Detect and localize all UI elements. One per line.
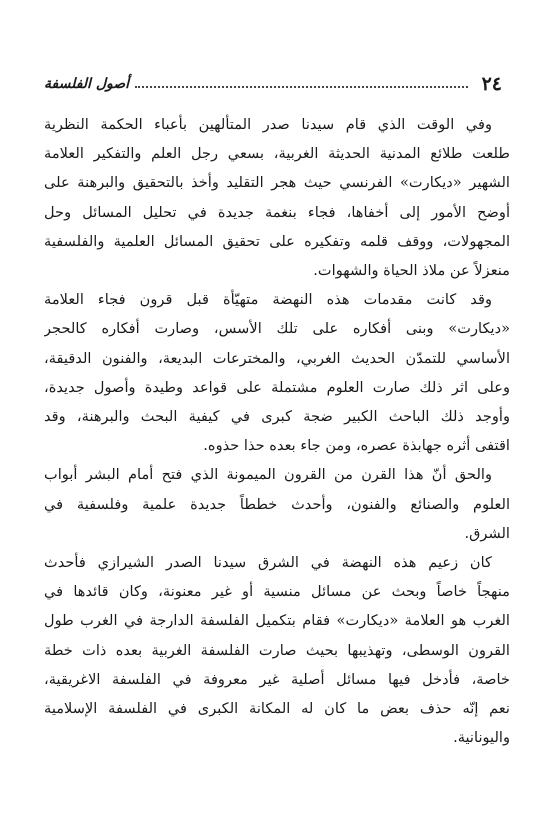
text-line: كان زعيم هذه النهضة في الشرق سيدنا الصدر الشيرازي فأحدث — [44, 554, 492, 572]
page-header — [44, 72, 502, 96]
text-line: الشهير «ديكارت» الفرنسي حيث هجر التقليد وأخذ بالتحقيق والبرهنة على — [44, 174, 510, 192]
body-text — [44, 110, 510, 752]
text-line: العلوم والصنائع والفنون، وأحدث خططاً جديدة علمية وفلسفية في — [44, 495, 510, 513]
text-line: اقتفى أثره جهابذة عصره، ومن جاء بعده حذا حذوه. — [203, 437, 510, 455]
text-line: القرون الوسطى، وتهذيبها بحيث صارت الفلسفة الغربية بعده ذات خطة — [44, 641, 510, 659]
text-line: منعزلاً عن ملاذ الحياة والشهوات. — [313, 262, 510, 280]
paragraph-3 — [44, 460, 510, 548]
text-line: الأساسي للتمدّن الحديث الغربي، والمخترعات البديعة، والفنون الدقيقة، — [44, 349, 510, 367]
text-line: الشرق. — [464, 524, 510, 542]
paragraph-1 — [44, 110, 510, 285]
text-line: الغرب هو العلامة «ديكارت» فقام بتكميل الفلسفة الدارجة في الغرب طول — [44, 612, 510, 630]
paragraph-4 — [44, 548, 510, 752]
text-line: «ديكارت» وبنى أفكاره على تلك الأسس، وصارت أفكاره كالحجر — [44, 320, 510, 338]
text-line: نعم إنّه حذف بعض ما كان له المكانة الكبرى في الفلسفة الإسلامية — [44, 700, 510, 718]
text-line: وقد كانت مقدمات هذه النهضة متهيّأة قبل قرون فجاء العلامة — [44, 291, 492, 309]
page-number: ٢٤ — [481, 73, 502, 95]
text-line: أوضح الأمور إلى أخفاها، فجاء بنغمة جديدة في تحليل المسائل وحل — [44, 203, 510, 221]
text-line: طلعت طلائع المدنية الحديثة الغربية، بسعي رجل العلم والتفكير العلامة — [44, 145, 510, 163]
text-line: منهجاً خاصاً وبحث عن مسائل منسية أو غير معنونة، وكان قائدها في — [44, 583, 510, 601]
paragraph-2 — [44, 285, 510, 460]
text-line: خاصة، فأدخل فيها مسائل أصلية غير معروفة في الفلسفة الاغريقية، — [44, 670, 510, 688]
text-line: وفي الوقت الذي قام سيدنا صدر المتألهين بأعباء الحكمة النظرية — [44, 116, 492, 133]
text-line: المجهولات، ووقف قلمه وتفكيره على تحقيق المسائل العلمية والفلسفية — [44, 232, 510, 250]
header-dotted-leader — [135, 86, 468, 88]
text-line: وأوجد ذلك الباحث الكبير ضجة كبرى في كيفية البحث والبرهنة، وقد — [44, 408, 510, 426]
running-title: أصول الفلسفة — [44, 76, 130, 92]
text-line: واليونانية. — [453, 729, 510, 747]
text-line: وعلى اثر ذلك صارت العلوم مشتملة على قواعد وطيدة وأصول جديدة، — [44, 378, 510, 396]
text-line: والحق أنّ هذا القرن من القرون الميمونة الذي فتح أمام البشر أبواب — [44, 466, 492, 484]
